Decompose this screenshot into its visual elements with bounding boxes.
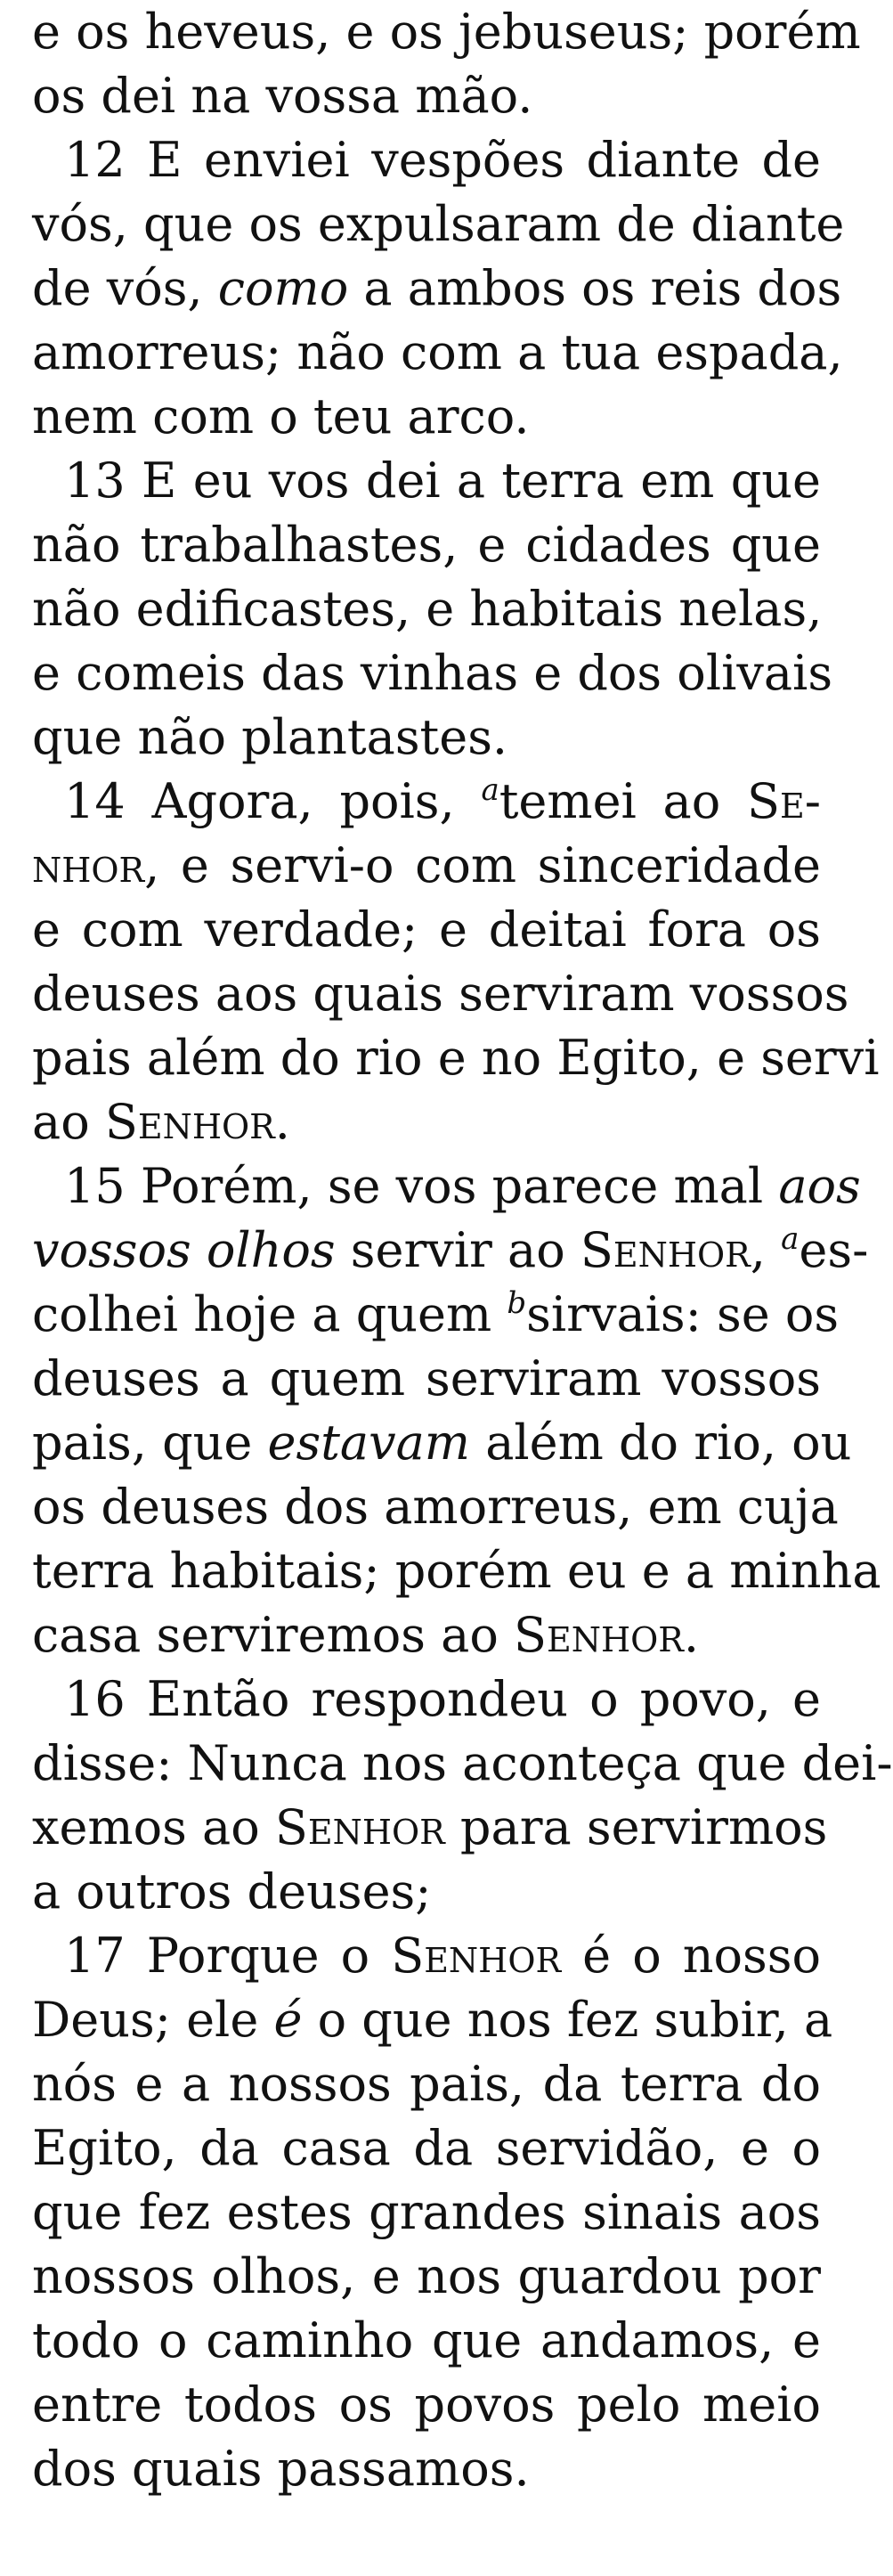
footnote-marker: a [481, 772, 499, 808]
verse-13 [32, 449, 833, 770]
footnote-marker: b [507, 1285, 527, 1321]
verse-text: xemos ao [32, 1799, 275, 1855]
verse-text: terra habitais; porém eu e a minha [32, 1543, 881, 1599]
verse-text: entre todos os povos pelo meio [32, 2376, 821, 2433]
verse-16 [32, 1667, 893, 1924]
verse-line [32, 1475, 839, 1539]
verse-text: sirvais: se os [526, 1286, 840, 1342]
verse-line [32, 1026, 880, 1090]
verse-text: deuses a quem serviram vossos [32, 1350, 821, 1406]
verse-text: dos quais passamos. [32, 2441, 530, 2497]
verse-text: e comeis das vinhas e dos olivais [32, 645, 833, 701]
verse-text: pais além do rio e no Egito, e servi [32, 1030, 880, 1086]
verse-text: , e servi-o com sinceridade [144, 837, 821, 893]
verse-text: não edificastes, e habitais nelas, [32, 581, 823, 637]
verse-12 [32, 128, 845, 449]
verse-text: Egito, da casa da servidão, e o [32, 2120, 821, 2176]
verse-text: 12 E enviei vespões diante de [64, 132, 821, 188]
verse-text: vós, que os expulsaram de diante [32, 196, 845, 252]
small-caps-text: Senhor [274, 1799, 445, 1855]
verse-line [32, 1283, 840, 1347]
verse-line [32, 1732, 893, 1796]
verse-line [32, 1796, 828, 1860]
verse-text: colhei hoje a quem [32, 1286, 507, 1342]
verse-text: e com verdade; e deitai fora os [32, 901, 821, 958]
verse-line [32, 1090, 821, 1154]
verse-text: amorreus; não com a tua espada, [32, 324, 843, 380]
small-caps-text: nhor [32, 837, 145, 893]
verse-text: nem com o teu arco. [32, 388, 530, 444]
verse-line [32, 962, 849, 1026]
verse-text: ao [32, 1094, 105, 1150]
verse-line [32, 770, 821, 834]
verse-text: que fez estes grandes sinais aos [32, 2184, 821, 2240]
verse-line [32, 2052, 821, 2116]
verse-line [32, 1924, 821, 1988]
verse-line [32, 2373, 821, 2437]
small-caps-text: Se- [747, 773, 821, 829]
small-caps-text: Senhor [104, 1094, 275, 1150]
verse-line [32, 898, 821, 962]
verse-text: os deuses dos amorreus, em cuja [32, 1479, 839, 1535]
verse-text: , [750, 1222, 782, 1278]
italic-text: estavam [267, 1414, 471, 1471]
verse-text: disse: Nunca nos aconteça que dei- [32, 1735, 893, 1791]
verse-text: de vós, [32, 260, 218, 316]
verse-text: 15 Porém, se vos parece mal [64, 1158, 779, 1214]
verse-line [32, 128, 821, 192]
verse-text: deuses aos quais serviram vossos [32, 966, 849, 1022]
verse-text: 16 Então respondeu o povo, e [64, 1671, 821, 1727]
verse-14 [32, 770, 880, 1154]
verse-text: para servirmos [444, 1799, 828, 1855]
verse-text: . [274, 1094, 290, 1150]
verse-17 [32, 1924, 833, 2501]
verse-text: que não plantastes. [32, 709, 508, 765]
verse-text: e os heveus, e os jebuseus; porém [32, 4, 861, 60]
verse-text: a outros deuses; [32, 1863, 432, 1920]
italic-text: como [217, 260, 349, 316]
verse-line [32, 449, 821, 513]
verse-text: 14 Agora, pois, [64, 773, 482, 829]
verse-text: 13 E eu vos dei a terra em que [64, 452, 821, 509]
verse-text: nós e a nossos pais, da terra do [32, 2056, 821, 2112]
verse-line [32, 834, 821, 898]
verse-line [32, 1219, 869, 1283]
verse-text: além do rio, ou [470, 1414, 852, 1471]
verse-line [32, 705, 821, 770]
verse-text: a ambos os reis dos [348, 260, 842, 316]
small-caps-text: Senhor [514, 1607, 684, 1663]
verse-text: Deus; ele [32, 1992, 274, 2048]
verse-15 [32, 1154, 881, 1667]
verse-text: es- [799, 1222, 869, 1278]
verse-line [32, 1154, 861, 1219]
verse-line [32, 2437, 821, 2501]
verse-line [32, 2181, 821, 2245]
verse-text: 17 Porque o [64, 1928, 392, 1984]
verse-line [32, 2309, 821, 2373]
verse-text: servir ao [335, 1222, 580, 1278]
verse-line [32, 321, 843, 385]
verse-line [32, 641, 833, 705]
verse-line [32, 1347, 821, 1411]
small-caps-text: Senhor [391, 1928, 562, 1984]
italic-text: aos [778, 1158, 861, 1214]
verse-text: casa serviremos ao [32, 1607, 515, 1663]
verse-line [32, 513, 821, 577]
verse-text: nossos olhos, e nos guardou por [32, 2248, 821, 2304]
verse-text: o que nos fez subir, a [302, 1992, 833, 2048]
verse-line [32, 1860, 821, 1924]
verse-line [32, 385, 821, 449]
italic-text: vossos olhos [32, 1222, 336, 1278]
verse-continuation [32, 0, 861, 128]
footnote-marker: a [781, 1221, 800, 1257]
verse-line [32, 1539, 881, 1603]
italic-text: é [273, 1992, 303, 2048]
verse-line [32, 577, 821, 641]
verse-line [32, 192, 845, 257]
verse-text: é o nosso [561, 1928, 821, 1984]
verse-line [32, 257, 842, 321]
verse-text: os dei na vossa mão. [32, 68, 533, 124]
verse-text: todo o caminho que andamos, e [32, 2312, 821, 2368]
verse-line [32, 1988, 833, 2052]
verse-text: . [683, 1607, 700, 1663]
verse-line [32, 2245, 821, 2309]
verse-line [32, 1667, 821, 1732]
verse-text: pais, que [32, 1414, 268, 1471]
verse-line [32, 1411, 852, 1475]
verse-line [32, 2116, 821, 2181]
verse-text: não trabalhastes, e cidades que [32, 517, 821, 573]
small-caps-text: Senhor [580, 1222, 751, 1278]
verse-line [32, 1603, 821, 1667]
verse-line [32, 64, 821, 128]
verse-text: temei ao [499, 773, 748, 829]
verse-line [32, 0, 861, 64]
